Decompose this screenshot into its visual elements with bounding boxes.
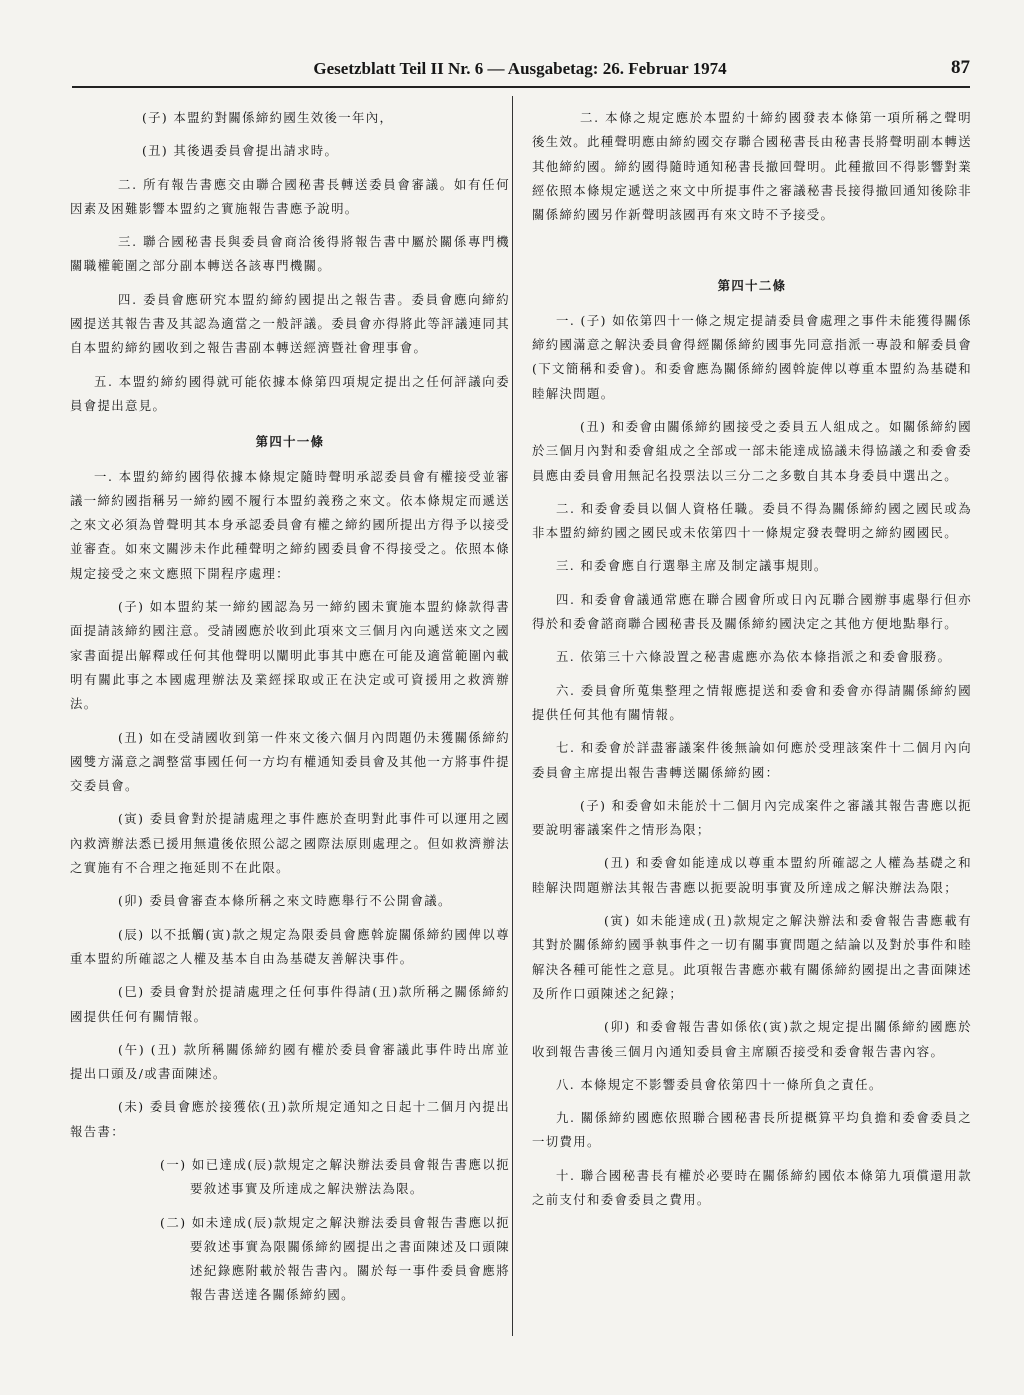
paragraph: 七. 和委會於詳盡審議案件後無論如何應於受理該案件十二個月內向委員會主席提出報告書轉送關係締約國： bbox=[532, 740, 972, 780]
paragraph: (丑) 和委會如能達成以尊重本盟約所確認之人權為基礎之和睦解決問題辦法其報告書應以扼要說明事實及所達成之解決辦法為限； bbox=[532, 855, 972, 895]
paragraph: 二. 所有報告書應交由聯合國秘書長轉送委員會審議。如有任何因素及困難影響本盟約之實施報告書應予說明。 bbox=[70, 176, 510, 216]
paragraph: (巳) 委員會對於提請處理之任何事件得請(丑)款所稱之關係締約國提供任何有關情報。 bbox=[70, 984, 510, 1024]
paragraph: (卯) 和委會報告書如係依(寅)款之規定提出關係締約國應於收到報告書後三個月內通知委員會主席願否接受和委會報告書內容。 bbox=[532, 1019, 972, 1059]
paragraph: 四. 和委會會議通常應在聯合國會所或日內瓦聯合國辦事處舉行但亦得於和委會諮商聯合國秘書長及關係締約國決定之其他方便地點舉行。 bbox=[532, 591, 972, 632]
sub-item: (二) 如未達成(辰)款規定之解決辦法委員會報告書應以扼要敘述事實為限關係締約國提出之書面陳述及口頭陳述紀錄應附載於報告書內。關於每一事件委員會應將報告書送達各關係締約國。 bbox=[160, 1214, 510, 1303]
right-column bbox=[532, 106, 972, 1221]
paragraph: (未) 委員會應於接獲依(丑)款所規定通知之日起十二個月內提出報告書： bbox=[70, 1099, 510, 1139]
header-rule bbox=[72, 86, 970, 88]
paragraph: (丑) 如在受請國收到第一件來文後六個月內問題仍未獲關係締約國雙方滿意之調整當事國任何一方均有權通知委員會及其他一方將事件提交委員會。 bbox=[70, 729, 510, 794]
paragraph: 二. 本條之規定應於本盟約十締約國發表本條第一項所稱之聲明後生效。此種聲明應由締約國交存聯合國秘書長由秘書長將聲明副本轉送其他締約國。締約國得隨時通知秘書長撤回聲明。此種撤回不得影響對業經依照本條規定遞送之來文中所提事件之審議秘書長接得撤回通知後除非關係締約國另作新聲明該國再有來文時不予接受。 bbox=[532, 110, 972, 223]
page-number: 87 bbox=[951, 57, 970, 78]
paragraph: 六. 委員會所蒐集整理之情報應提送和委會和委會亦得請關係締約國提供任何其他有關情報。 bbox=[532, 682, 972, 722]
paragraph: (丑) 和委會由關係締約國接受之委員五人組成之。如關係締約國於三個月內對和委會組成之全部或一部未能達成協議未得協議之和委會委員應由委員會用無記名投票法以三分二之多數自其本身委員中選出之。 bbox=[532, 418, 972, 483]
paragraph: (寅) 委員會對於提請處理之事件應於查明對此事件可以運用之國內救濟辦法悉已援用無遺後依照公認之國際法原則處理之。但如救濟辦法之實施有不合理之拖延則不在此限。 bbox=[70, 811, 510, 876]
paragraph: (午) (丑) 款所稱關係締約國有權於委員會審議此事件時出席並提出口頭及/或書面陳述。 bbox=[70, 1041, 510, 1082]
paragraph: (卯) 委員會審查本條所稱之來文時應舉行不公開會議。 bbox=[118, 893, 452, 909]
paragraph: 一. (子) 如依第四十一條之規定提請委員會處理之事件未能獲得關係締約國滿意之解決委員會得經關係締約國事先同意指派一專設和解委員會(下文簡稱和委會)。和委會應為關係締約國斡旋俾以尊重本盟約為基礎和睦解決問題。 bbox=[532, 312, 972, 401]
paragraph: (子) 如本盟約某一締約國認為另一締約國未實施本盟約條款得書面提請該締約國注意。受請國應於收到此項來文三個月內向遞送來文之國家書面提出解釋或任何其他聲明以闡明此事其中應在可能及適當範圍內載明有關此事之本國處理辦法及業經採取或正在決定或可資援用之救濟辦法。 bbox=[70, 599, 510, 712]
spacer bbox=[532, 236, 972, 262]
paragraph: 十. 聯合國秘書長有權於必要時在關係締約國依本條第九項償還用款之前支付和委會委員之費用。 bbox=[532, 1167, 972, 1207]
paragraph: 三. 聯合國秘書長與委員會商洽後得將報告書中屬於關係專門機關職權範圍之部分副本轉送各該專門機關。 bbox=[70, 234, 510, 274]
column-divider bbox=[512, 96, 513, 1336]
sub-item: (一) 如已達成(辰)款規定之解決辦法委員會報告書應以扼要敘述事實及所達成之解決辦法為限。 bbox=[160, 1156, 510, 1197]
paragraph: (丑) 其後遇委員會提出請求時。 bbox=[142, 143, 339, 159]
paragraph: (子) 本盟約對關係締約國生效後一年內， bbox=[142, 110, 394, 125]
paragraph: (辰) 以不抵觸(寅)款之規定為限委員會應斡旋關係締約國俾以尊重本盟約所確認之人權及基本自由為基礎友善解決事件。 bbox=[70, 926, 510, 966]
paragraph: 三. 和委會應自行選舉主席及制定議事規則。 bbox=[556, 558, 828, 574]
paragraph: 一. 本盟約締約國得依據本條規定隨時聲明承認委員會有權接受並審議一締約國指稱另一締約國不履行本盟約義務之來文。依本條規定而遞送之來文必須為曾聲明其本身承認委員會有權之締約國所提出方得予以接受並審查。如來文關涉未作此種聲明之締約國委員會不得接受之。依照本條規定接受之來文應照下開程序處理： bbox=[70, 468, 510, 581]
article-heading: 第四十一條 bbox=[255, 434, 325, 450]
paragraph: (寅) 如未能達成(丑)款規定之解決辦法和委會報告書應載有其對於關係締約國爭執事件之一切有關事實問題之結論以及對於事件和睦解決各種可能性之意見。此項報告書應亦載有關係締約國提出之書面陳述及所作口頭陳述之紀錄； bbox=[532, 913, 972, 1001]
paragraph: (子) 和委會如未能於十二個月內完成案件之審議其報告書應以扼要說明審議案件之情形為限； bbox=[532, 797, 972, 838]
paragraph: 五. 依第三十六條設置之秘書處應亦為依本條指派之和委會服務。 bbox=[556, 649, 952, 665]
left-column bbox=[70, 106, 510, 1317]
paragraph: 九. 關係締約國應依照聯合國秘書長所提概算平均負擔和委會委員之一切費用。 bbox=[532, 1110, 972, 1150]
page-header bbox=[70, 56, 970, 84]
article-heading: 第四十二條 bbox=[717, 278, 787, 294]
paragraph: 八. 本條規定不影響委員會依第四十一條所負之責任。 bbox=[556, 1076, 883, 1092]
paragraph: 四. 委員會應研究本盟約締約國提出之報告書。委員會應向締約國提送其報告書及其認為適當之一般評議。委員會亦得將此等評議連同其自本盟約締約國收到之報告書副本轉送經濟暨社會理事會。 bbox=[70, 291, 510, 356]
header-title: Gesetzblatt Teil II Nr. 6 — Ausgabetag: 26. Februar 1974 bbox=[313, 59, 727, 78]
paragraph: 二. 和委會委員以個人資格任職。委員不得為關係締約國之國民或為非本盟約締約國之國民或未依第四十一條規定發表聲明之締約國國民。 bbox=[532, 500, 972, 541]
paragraph: 五. 本盟約締約國得就可能依據本條第四項規定提出之任何評議向委員會提出意見。 bbox=[70, 373, 510, 413]
